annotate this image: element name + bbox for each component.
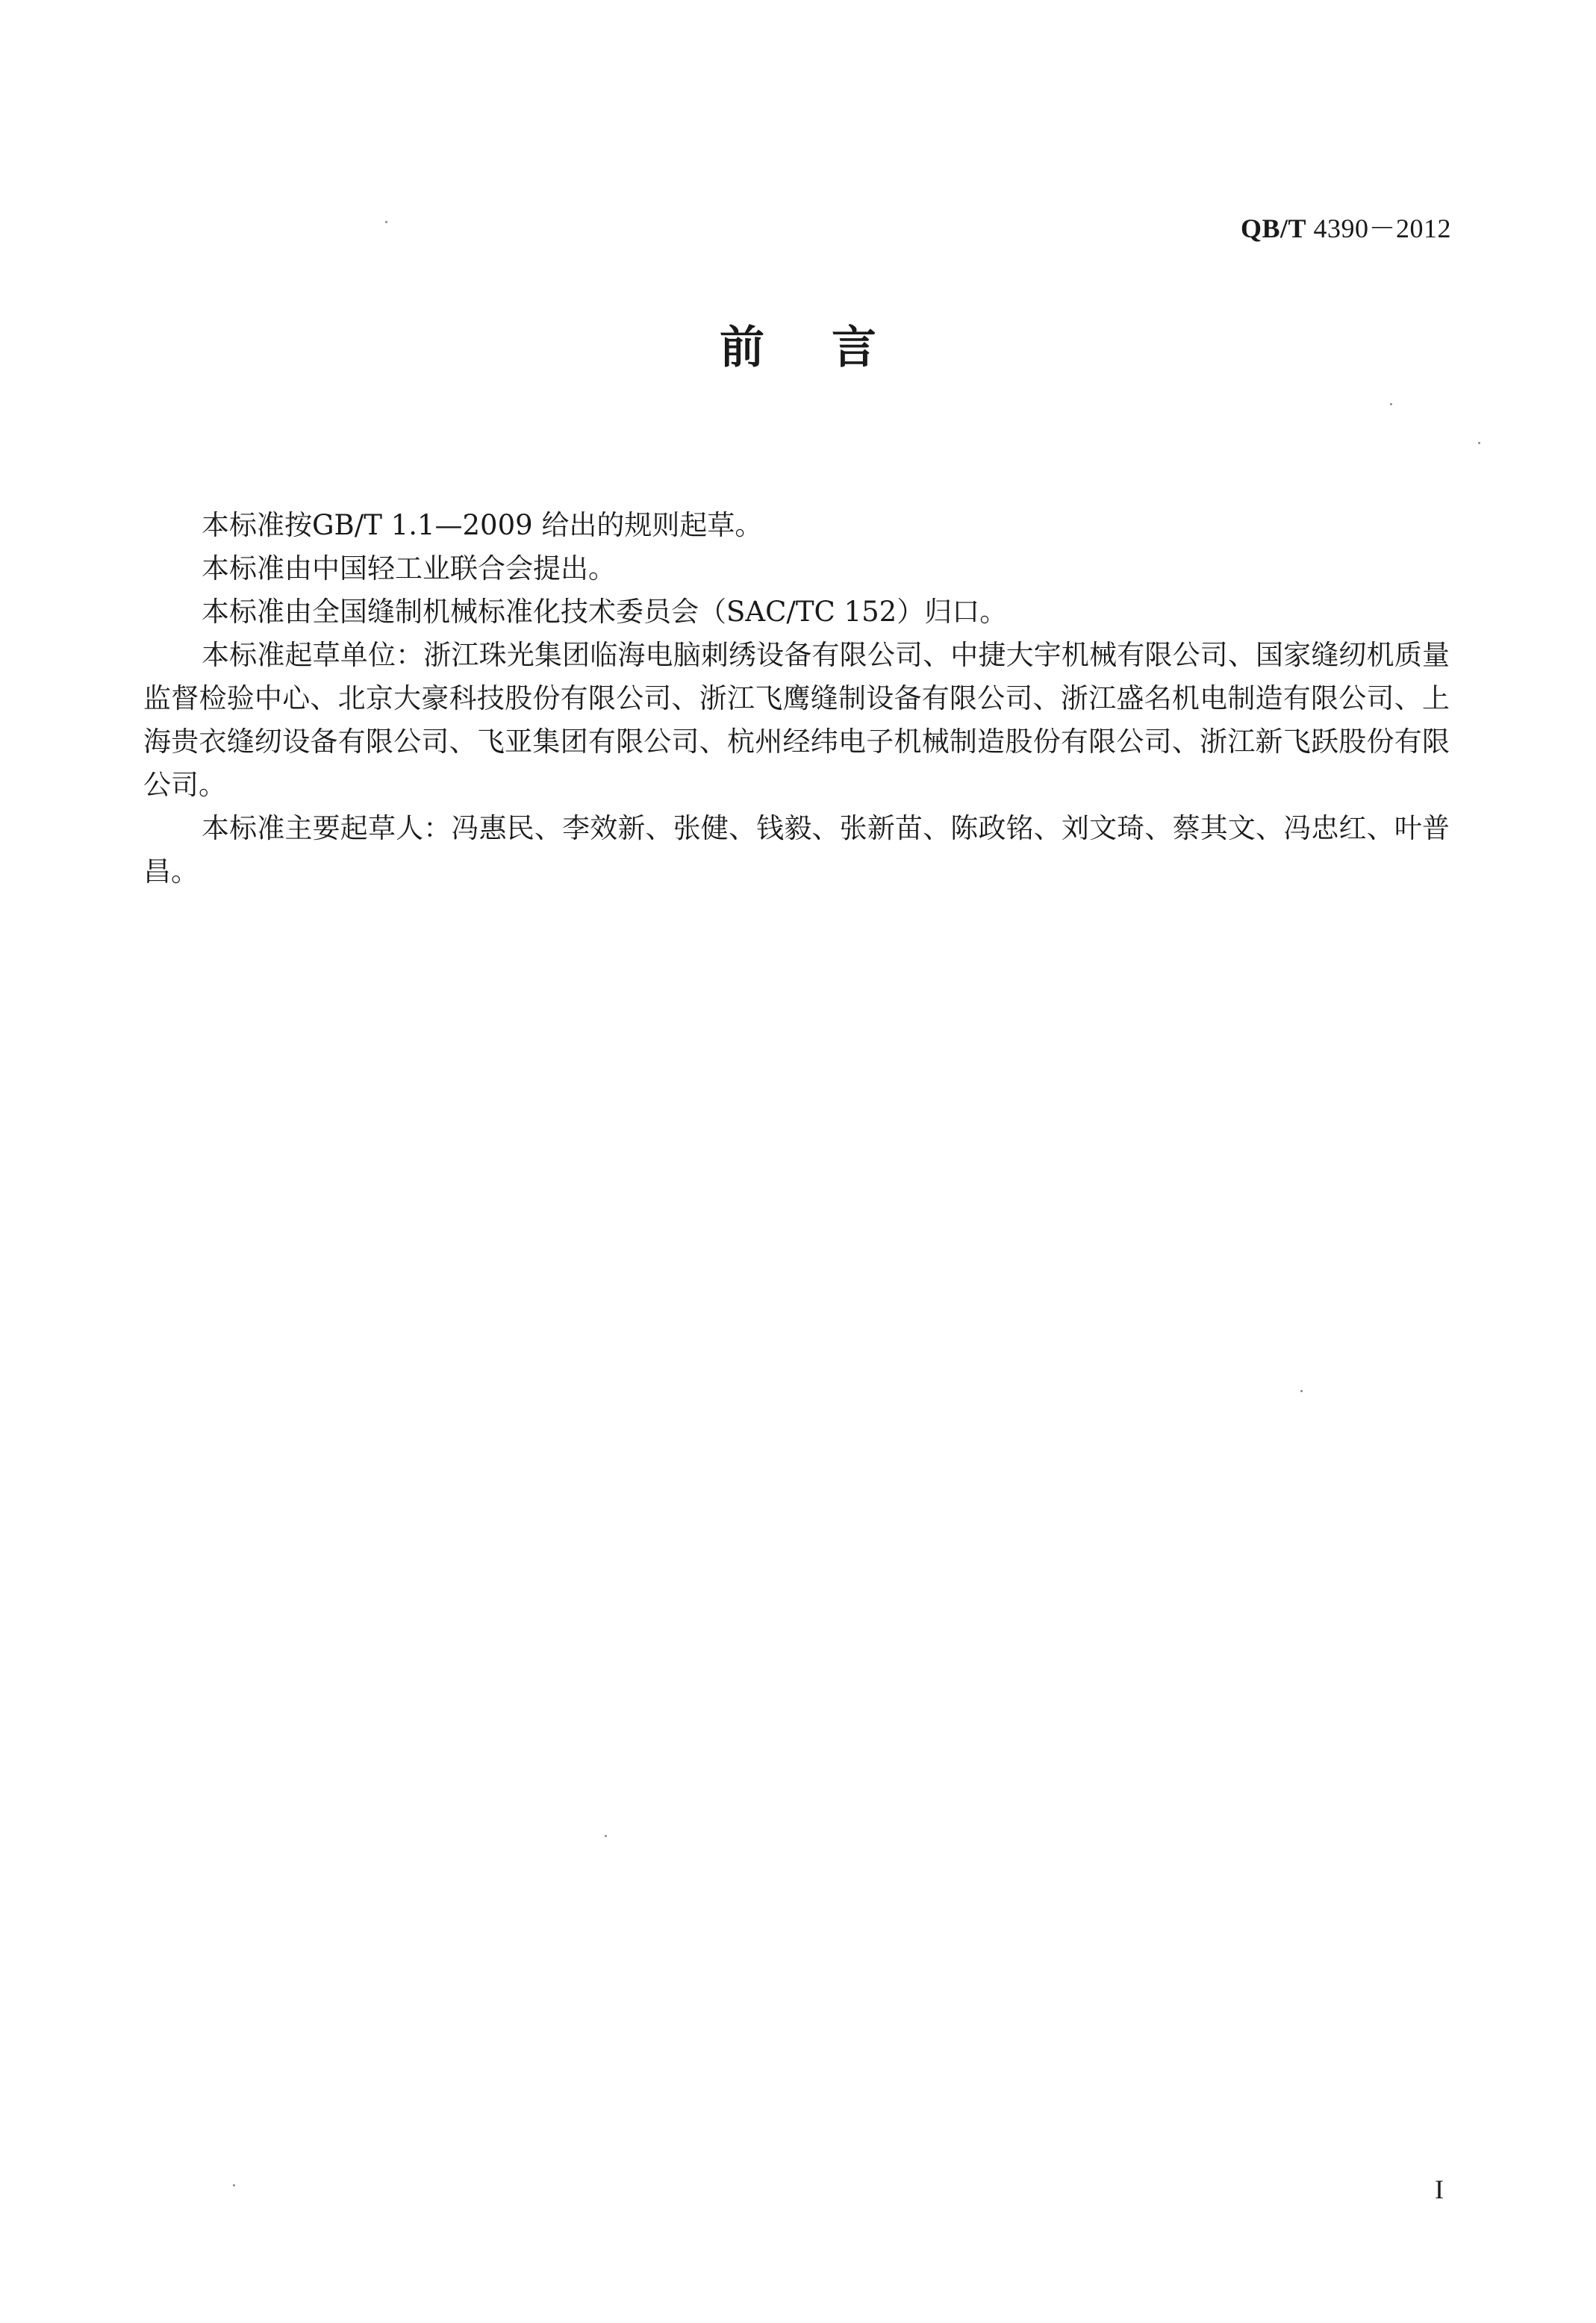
paragraph-committee: 本标准由全国缝制机械标准化技术委员会（SAC/TC 152）归口。 [202, 596, 1008, 628]
paragraph-drafting-units: 本标准起草单位：浙江珠光集团临海电脑刺绣设备有限公司、中捷大宇机械有限公司、国家缝纫机质量监督检验中心、北京大豪科技股份有限公司、浙江飞鹰缝制设备有限公司、浙江盛名机电制造有限公司、上海贵衣缝纫设备有限公司、飞亚集团有限公司、杭州经纬电子机械制造股份有限公司、浙江新飞跃股份有限公司。 [143, 639, 1450, 801]
scan-speck [1478, 442, 1480, 444]
standard-code [1241, 208, 1451, 246]
scan-speck [1300, 1390, 1303, 1392]
scan-speck [385, 221, 387, 223]
page-title: 前言 [720, 322, 944, 374]
scan-speck [233, 2184, 235, 2186]
standard-code-prefix: QB/T [1240, 213, 1306, 243]
standard-code-number: 4390－2012 [1306, 213, 1451, 243]
scan-speck [605, 1835, 607, 1837]
paragraph-drafting-rules: 本标准按GB/T 1.1—2009 给出的规则起草。 [202, 509, 763, 541]
paragraph-proposer: 本标准由中国轻工业联合会提出。 [202, 552, 616, 584]
paragraph-drafters: 本标准主要起草人：冯惠民、李效新、张健、钱毅、张新苗、陈政铭、刘文琦、蔡其文、冯忠红、叶普昌。 [143, 812, 1450, 888]
page-number: I [1435, 2174, 1444, 2204]
foreword-body [143, 504, 1450, 894]
scan-speck [1390, 403, 1392, 405]
